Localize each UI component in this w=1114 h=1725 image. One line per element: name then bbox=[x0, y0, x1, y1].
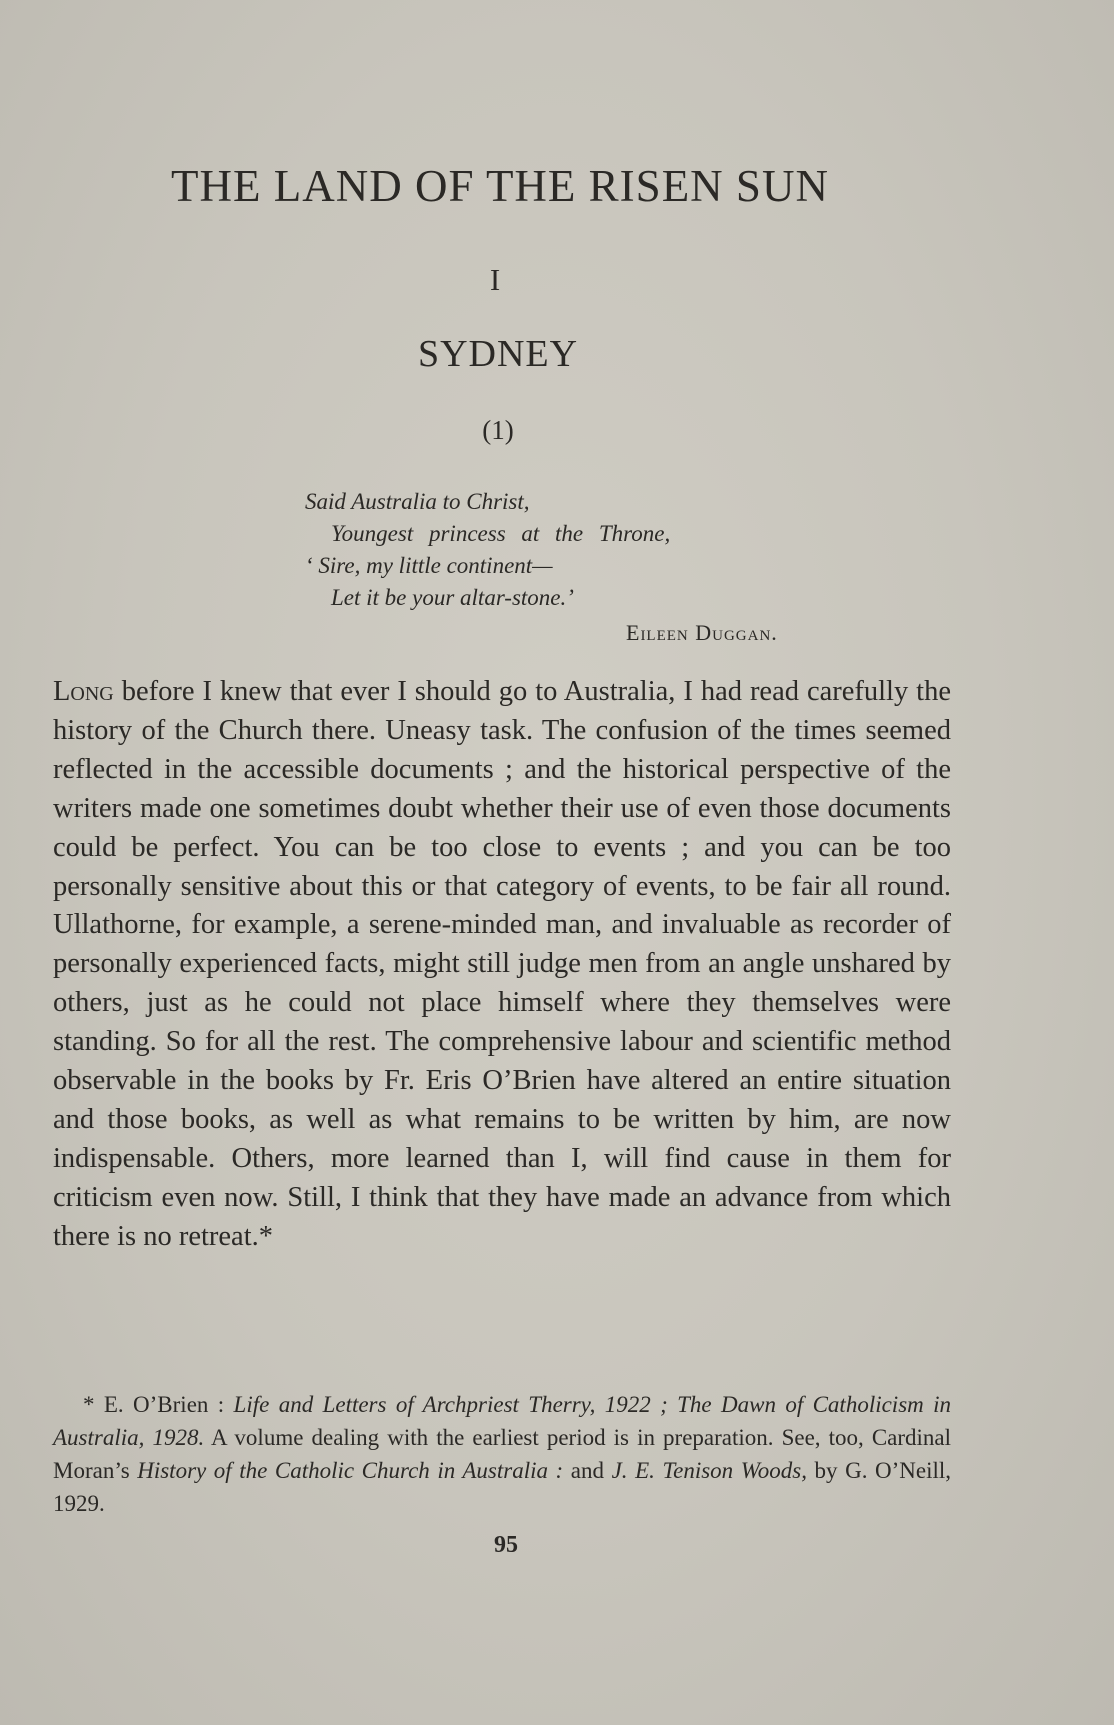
footnote-sentence: A volume dealing with the earliest period is in preparation. See, too, Cardinal Moran’s bbox=[53, 1425, 952, 1483]
footnote bbox=[53, 1388, 951, 1520]
epigraph-line: Youngest princess at the Throne, bbox=[331, 521, 671, 546]
body-text: before I knew that ever I should go to Australia, I had read carefully the history of the Church there. Uneasy task. The confusion of the times seemed reflected in the accessible documents ; and the historical perspective of the writers made one sometimes doubt whether their use of even those documents could be perfect. You can be too close to events ; and you can be too personally sensitive about this or that category of events, to be fair all round. Ullathorne, for example, a serene-minded man, and invaluable as recorder of personally experienced facts, might still judge men from an angle unshared by others, just as he could not place himself where they themselves were standing. So for all the rest. The comprehensive labour and scientific method observable in the books by Fr. Eris O’Brien have altered an entire situation and those books, as well as what remains to be written by him, are now indispensable. Others, more learned than I, will find cause in them for criticism even now. Still, I think that they have made an advance from which there is no retreat.* bbox=[53, 676, 951, 1252]
footnote-work: Life and Letters of Archpriest Therry, 1922 ; bbox=[233, 1392, 668, 1417]
epigraph-attribution: Eileen Duggan. bbox=[626, 620, 778, 645]
epigraph-line: Said Australia to Christ, bbox=[305, 489, 530, 514]
footnote-work: History of the Catholic Church in Australia : bbox=[137, 1458, 564, 1483]
footnote-work: The Dawn of Catholicism in Australia, 1928. bbox=[53, 1392, 952, 1450]
chapter-title: SYDNEY bbox=[417, 333, 579, 375]
footnote-closing: by G. O’Neill, 1929. bbox=[53, 1458, 952, 1516]
epigraph bbox=[305, 486, 670, 614]
page-number: 95 bbox=[494, 1532, 518, 1558]
epigraph-line: ‘ Sire, my little continent— bbox=[305, 553, 553, 578]
section-number: (1) bbox=[482, 415, 514, 445]
body-paragraph bbox=[53, 673, 951, 1257]
footnote-and: and bbox=[570, 1458, 605, 1483]
lead-word: Long bbox=[53, 676, 114, 707]
footnote-work: J. E. Tenison Woods, bbox=[611, 1458, 807, 1483]
footnote-mark: * bbox=[83, 1392, 95, 1417]
footnote-author: E. O’Brien : bbox=[103, 1392, 225, 1417]
chapter-number: I bbox=[489, 262, 501, 297]
epigraph-line: Let it be your altar-stone.’ bbox=[331, 585, 574, 610]
book-title: THE LAND OF THE RISEN SUN bbox=[171, 161, 829, 211]
